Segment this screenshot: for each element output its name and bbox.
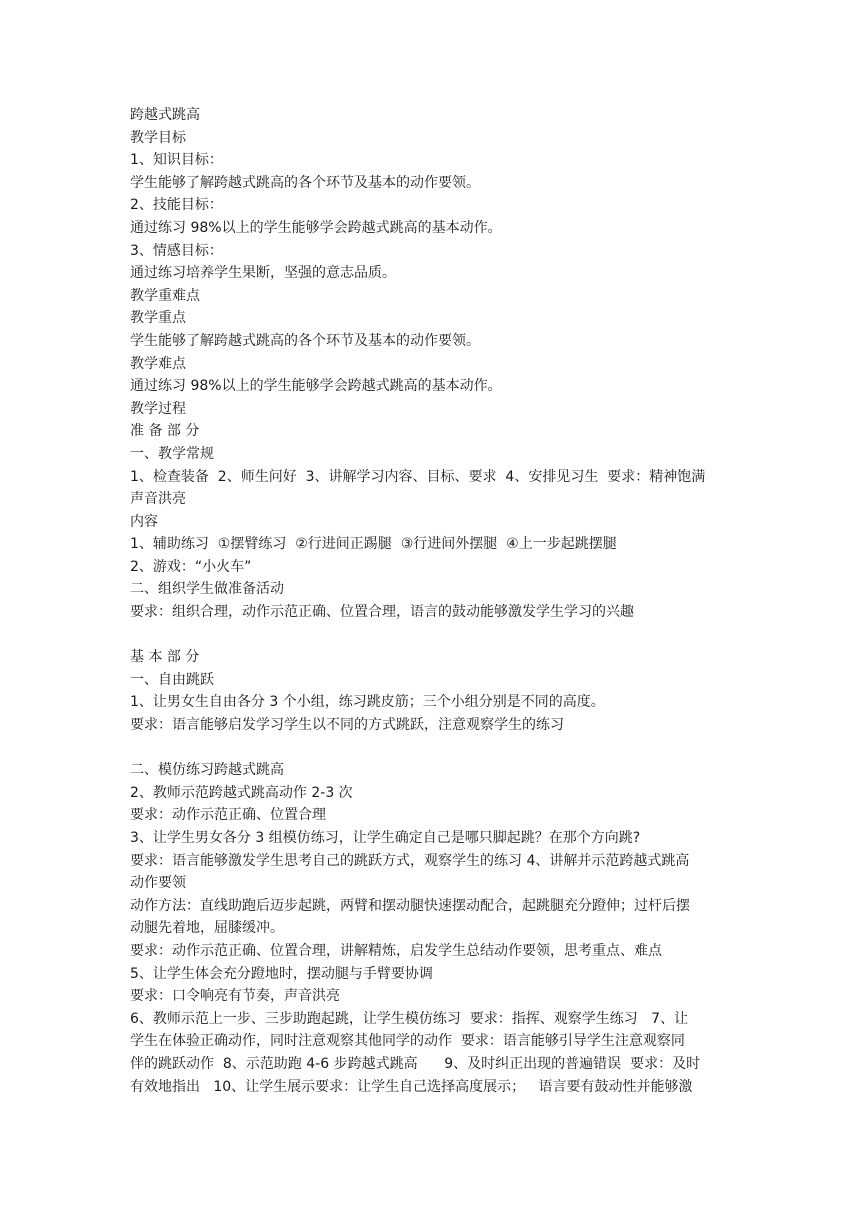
text-line: 准 备 部 分 — [130, 423, 200, 440]
text-line: 二、模仿练习跨越式跳高 — [130, 762, 284, 779]
text-line: 一、自由跳跃 — [130, 671, 214, 688]
text-line: 学生在体验正确动作，同时注意观察其他同学的动作 要求：语言能够引导学生注意观察同 — [130, 1033, 685, 1050]
text-line: 3、让学生男女各分 3 组模仿练习，让学生确定自己是哪只脚起跳？在那个方向跳? — [130, 830, 641, 846]
text-line: 教学重点 — [130, 310, 186, 327]
text-line: 教学重难点 — [130, 287, 200, 304]
text-line: 要求：动作示范正确、位置合理，讲解精炼，启发学生总结动作要领，思考重点、难点 — [130, 942, 662, 959]
text-line: 1、知识目标： — [130, 152, 223, 169]
text-line: 通过练习 98%以上的学生能够学会跨越式跳高的基本动作。 — [130, 219, 502, 236]
text-line: 教学难点 — [130, 355, 186, 372]
text-line: 通过练习培养学生果断，坚强的意志品质。 — [130, 265, 396, 282]
text-line: 教学目标 — [130, 129, 186, 146]
text-line: 动腿先着地，屈膝缓冲。 — [130, 920, 284, 937]
text-line: 要求：语言能够启发学习学生以不同的方式跳跃，注意观察学生的练习 — [130, 717, 564, 734]
text-line: 6、教师示范上一步、三步助跑起跳，让学生模仿练习 要求：指挥、观察学生练习 7、让 — [130, 1010, 689, 1027]
text-line: 一、教学常规 — [130, 445, 214, 462]
text-line: 5、让学生体会充分蹬地时，摆动腿与手臂要协调 — [130, 965, 433, 982]
text-line: 1、让男女生自由各分 3 个小组，练习跳皮筋；三个小组分别是不同的高度。 — [130, 694, 605, 711]
text-line: 2、技能目标： — [130, 197, 223, 214]
text-line: 要求：口令响亮有节奏，声音洪亮 — [130, 988, 340, 1005]
text-line: 内容 — [130, 513, 158, 530]
text-line — [130, 624, 732, 647]
text-line: 要求：组织合理，动作示范正确、位置合理，语言的鼓动能够激发学生学习的兴趣 — [130, 604, 634, 621]
text-line: 2、教师示范跨越式跳高动作 2-3 次 — [130, 784, 353, 801]
text-line: 基 本 部 分 — [130, 649, 200, 666]
text-line: 动作方法：直线助跑后迈步起跳，两臂和摆动腿快速摆动配合，起跳腿充分蹬伸；过杆后摆 — [130, 897, 690, 914]
text-line: 二、组织学生做准备活动 — [130, 581, 284, 598]
text-line: 动作要领 — [130, 875, 186, 892]
text-line: 伴的跳跃动作 8、示范助跑 4-6 步跨越式跳高 9、及时纠正出现的普遍错误 要求：及时 — [130, 1055, 701, 1072]
text-line: 1、辅助练习 ①摆臂练习 ②行进间正踢腿 ③行进间外摆腿 ④上一步起跳摆腿 — [130, 536, 617, 553]
text-line: 2、游戏：“小火车” — [130, 558, 252, 575]
text-line: 1、检查装备 2、师生问好 3、讲解学习内容、目标、要求 4、安排见习生 要求：精神饱满 — [130, 468, 706, 485]
text-line: 教学过程 — [130, 400, 186, 417]
text-line: 3、情感目标： — [130, 242, 223, 259]
text-line — [130, 737, 732, 760]
text-line: 要求：动作示范正确、位置合理 — [130, 807, 326, 824]
document-title: 跨越式跳高 — [130, 107, 200, 123]
text-line: 通过练习 98%以上的学生能够学会跨越式跳高的基本动作。 — [130, 378, 502, 395]
text-line: 学生能够了解跨越式跳高的各个环节及基本的动作要领。 — [130, 332, 480, 349]
text-line: 要求：语言能够激发学生思考自己的跳跃方式，观察学生的练习 4、讲解并示范跨越式跳高 — [130, 852, 690, 869]
text-line: 有效地指出 10、让学生展示要求：让学生自己选择高度展示； 语言要有鼓动性并能够激 — [130, 1078, 693, 1095]
text-line: 学生能够了解跨越式跳高的各个环节及基本的动作要领。 — [130, 174, 480, 191]
text-line: 声音洪亮 — [130, 491, 186, 508]
document-body — [130, 104, 732, 1098]
